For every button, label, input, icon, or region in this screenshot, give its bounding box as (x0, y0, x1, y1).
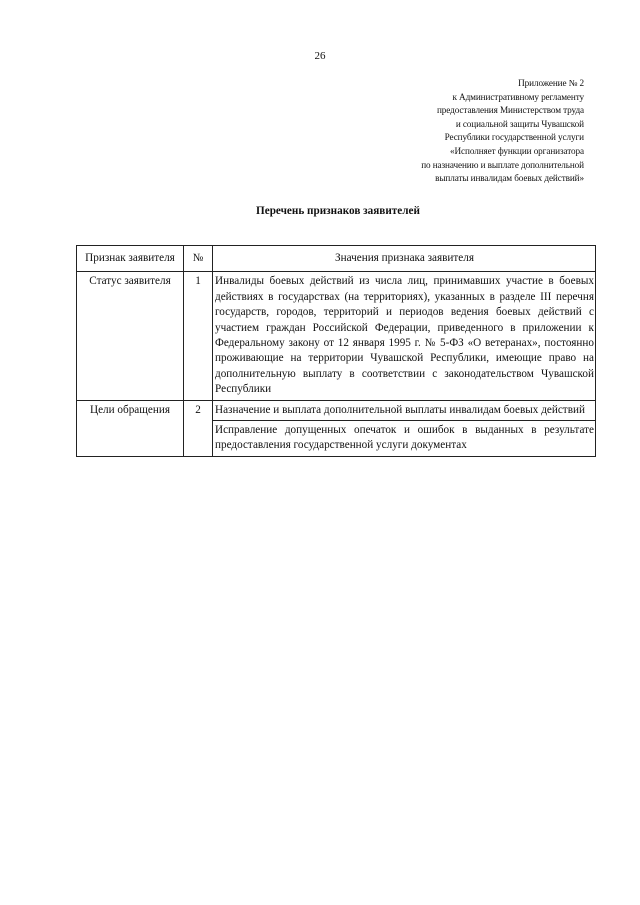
appendix-line: Приложение № 2 (518, 78, 584, 88)
appendix-line: выплаты инвалидам боевых действий» (435, 173, 584, 184)
cell-sign: Статус заявителя (77, 272, 184, 400)
appendix-block (344, 77, 584, 186)
page-number: 26 (314, 50, 326, 62)
appendix-line: предоставления Министерством труда (436, 105, 584, 116)
appendix-line: к Административному регламенту (452, 91, 584, 102)
table-row (77, 400, 596, 420)
header-sign: Признак заявителя (77, 246, 184, 272)
header-values: Значения признака заявителя (213, 246, 596, 272)
table-header-row (77, 246, 596, 272)
appendix-line: и социальной защиты Чувашской (455, 118, 584, 129)
document-title: Перечень признаков заявителей (256, 205, 420, 217)
cell-value: Исправление допущенных опечаток и ошибок в выданных в результате предоставления государственной услуги документах (213, 421, 596, 457)
table-row (77, 272, 596, 400)
applicant-signs-table (76, 245, 596, 457)
cell-number: 1 (184, 272, 213, 400)
cell-value: Назначение и выплата дополнительной выплаты инвалидам боевых действий (213, 400, 596, 420)
appendix-line: по назначению и выплате дополнительной (421, 159, 584, 170)
appendix-line: Республики государственной услуги (444, 132, 584, 143)
cell-number: 2 (184, 400, 213, 456)
header-number: № (184, 246, 213, 272)
appendix-line: «Исполняет функции организатора (450, 145, 584, 156)
cell-value: Инвалиды боевых действий из числа лиц, принимавших участие в боевых действиях в государствах (на территориях), указанных в разделе III перечня государств, городов, территорий и периодов ведения боевых действий с участием граждан Российской Федерации, приведенного в приложении к Федеральному закону от 12 января 1995 г. № 5-ФЗ «О ветеранах», постоянно проживающие на территории Чувашской Республики, имеющие право на дополнительную выплату в соответствии с законодательством Чувашской Республики (213, 272, 596, 400)
cell-sign: Цели обращения (77, 400, 184, 456)
